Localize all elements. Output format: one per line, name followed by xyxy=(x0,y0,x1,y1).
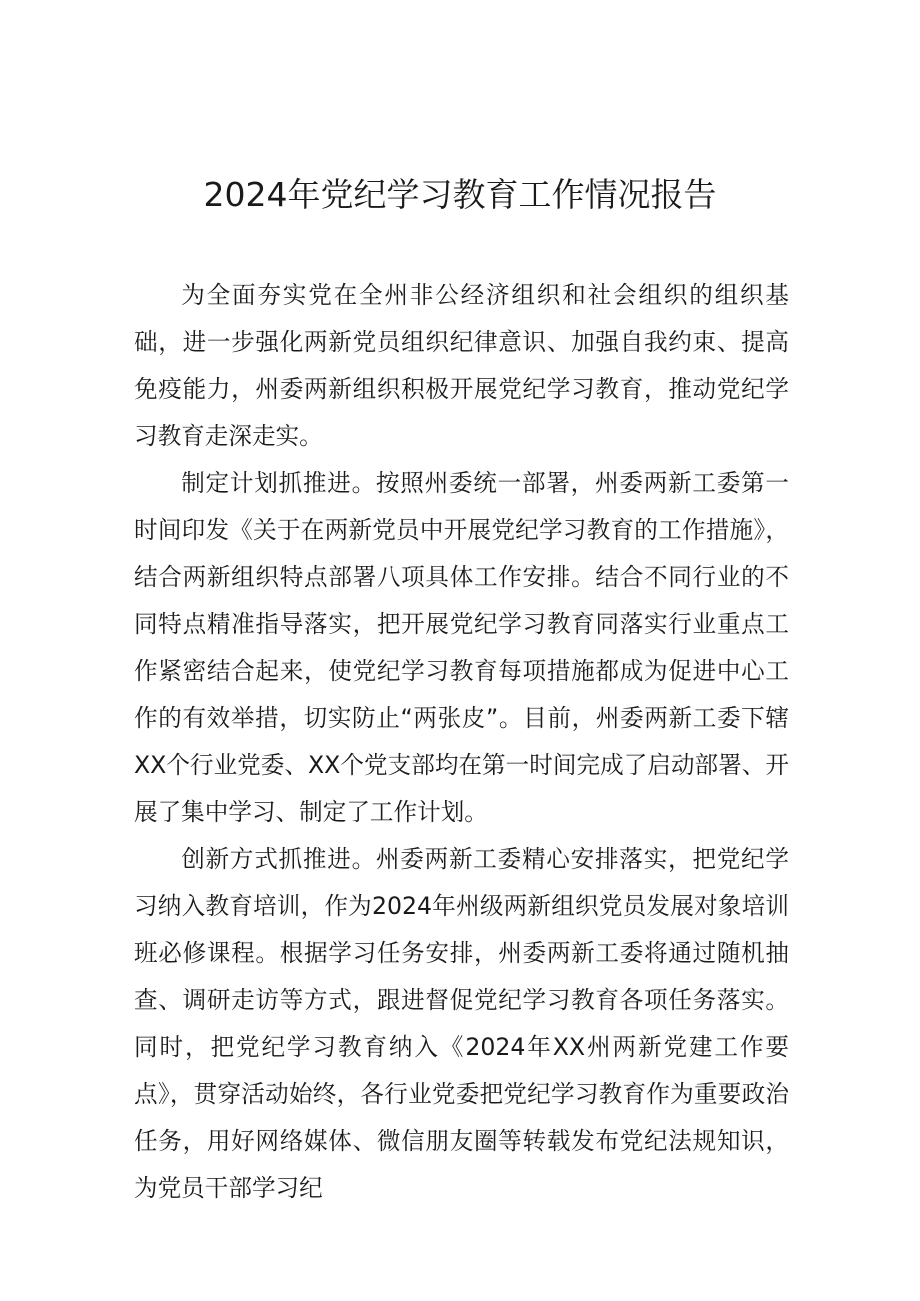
paragraph-planning: 制定计划抓推进。按照州委统一部署，州委两新工委第一时间印发《关于在两新党员中开展党纪学习教育的工作措施》，结合两新组织特点部署八项具体工作安排。结合不同行业的不同特点精准指导落实，把开展党纪学习教育同落实行业重点工作紧密结合起来，使党纪学习教育每项措施都成为促进中心工作的有效举措，切实防止“两张皮”。目前，州委两新工委下辖XX个行业党委、XX个党支部均在第一时间完成了启动部署、开展了集中学习、制定了工作计划。 xyxy=(134,469,789,826)
document-title: 2024年党纪学习教育工作情况报告 xyxy=(203,175,717,214)
document-body xyxy=(134,272,789,1212)
paragraph-innovation: 创新方式抓推进。州委两新工委精心安排落实，把党纪学习纳入教育培训，作为2024年州级两新组织党员发展对象培训班必修课程。根据学习任务安排，州委两新工委将通过随机抽查、调研走访等方式，跟进督促党纪学习教育各项任务落实。同时，把党纪学习教育纳入《2024年XX州两新党建工作要点》，贯穿活动始终，各行业党委把党纪学习教育作为重要政治任务，用好网络媒体、微信朋友圈等转载发布党纪法规知识，为党员干部学习纪 xyxy=(134,845,789,1202)
paragraph-intro: 为全面夯实党在全州非公经济组织和社会组织的组织基础，进一步强化两新党员组织纪律意识、加强自我约束、提高免疫能力，州委两新组织积极开展党纪学习教育，推动党纪学习教育走深走实。 xyxy=(134,281,789,450)
